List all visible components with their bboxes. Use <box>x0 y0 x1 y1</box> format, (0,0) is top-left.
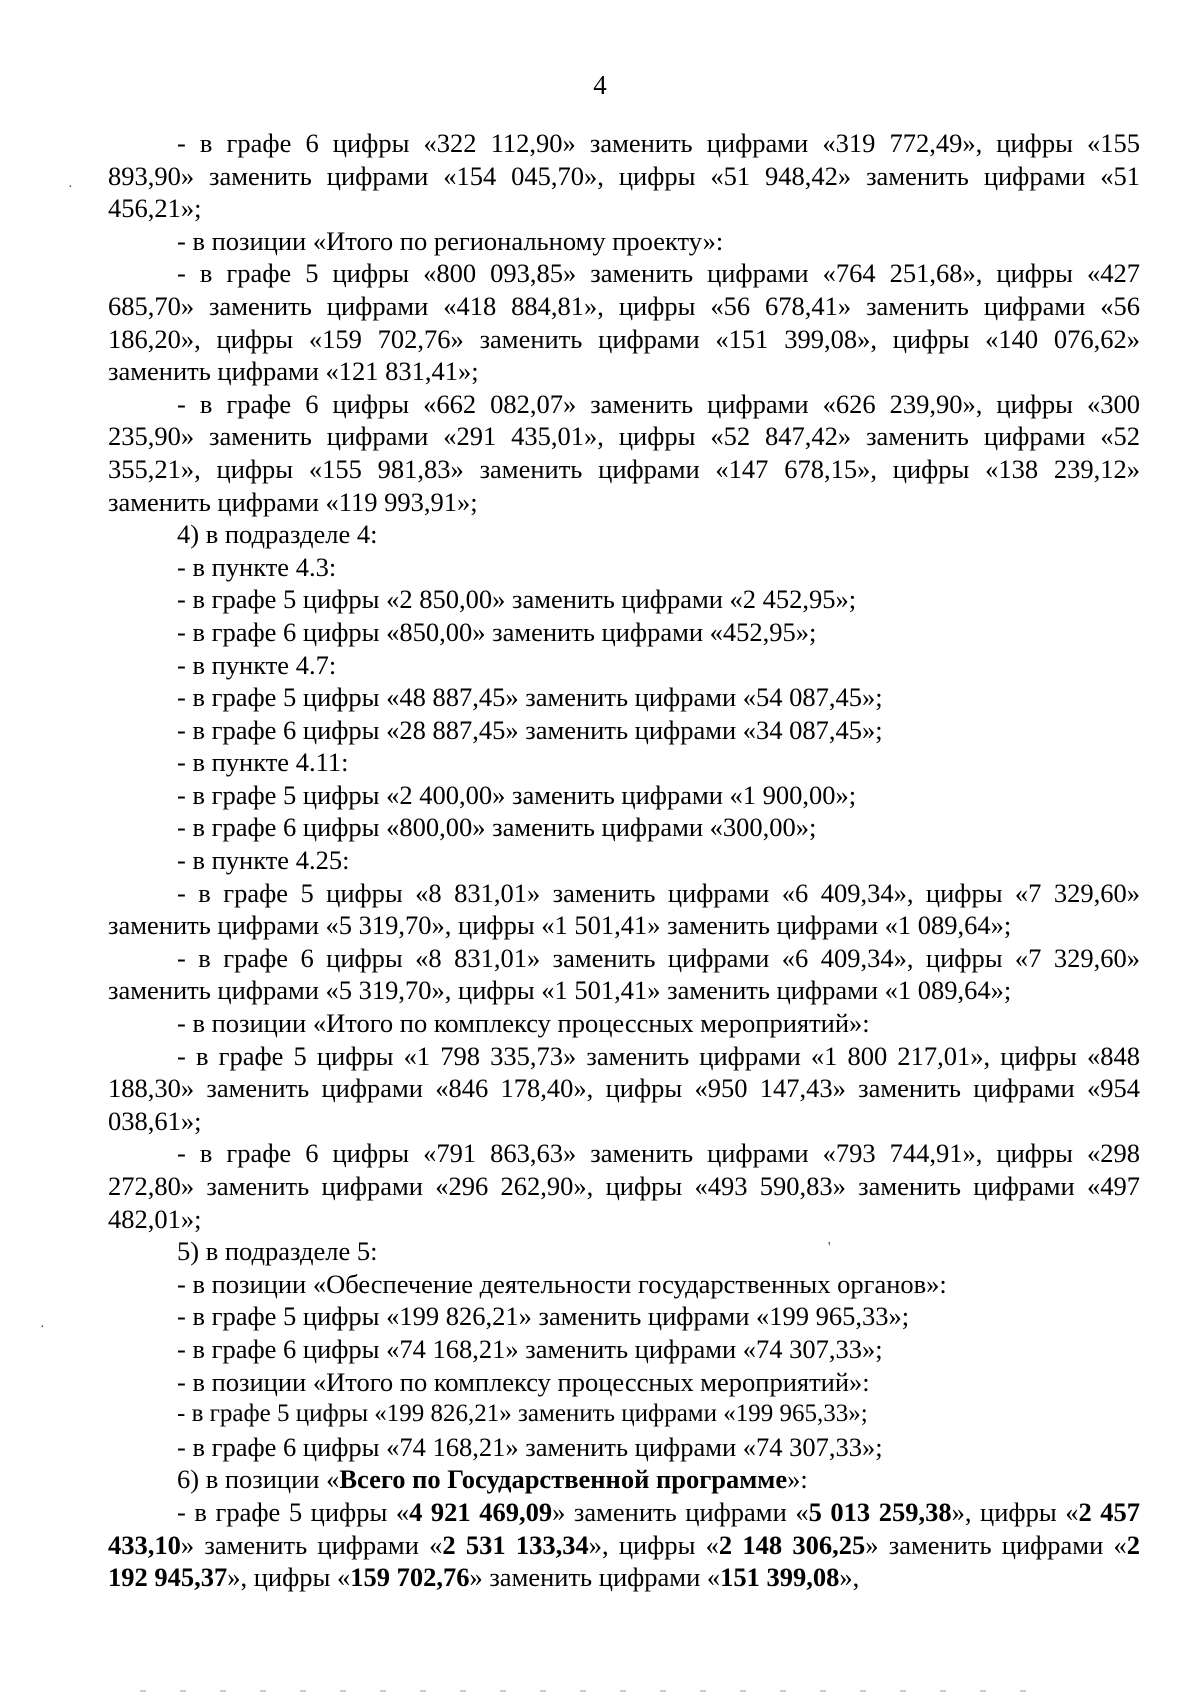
total-line-value: 151 399,08 <box>720 1562 840 1593</box>
total-line-value: 2 192 945,37 <box>108 1529 1140 1593</box>
document-body <box>108 127 1140 1594</box>
paragraph: - в графе 5 цифры «800 093,85» заменить цифрами «764 251,68», цифры «427 685,70» заменить цифрами «418 884,81», цифры «56 678,41» заменить цифрами «56 186,20», цифры «159 702,76» заменить цифрами «151 399,08», цифры «140 076,62» заменить цифрами «121 831,41»; <box>108 258 1140 387</box>
total-line-value: 2 531 133,34 <box>442 1529 589 1560</box>
total-line-text: », цифры « <box>227 1562 351 1593</box>
paragraph: - в графе 5 цифры «1 798 335,73» заменить цифрами «1 800 217,01», цифры «848 188,30» заменить цифрами «846 178,40», цифры «950 147,43» заменить цифрами «954 038,61»; <box>108 1040 1140 1136</box>
total-line-text: » заменить цифрами « <box>469 1562 721 1593</box>
paragraph: - в графе 5 цифры «48 887,45» заменить цифрами «54 087,45»; <box>177 682 883 713</box>
scan-artifact-line <box>140 1690 1040 1692</box>
paragraph: 4) в подразделе 4: <box>177 519 378 550</box>
total-line-value: 2 457 433,10 <box>108 1496 1141 1560</box>
paragraph: 5) в подразделе 5: <box>177 1236 378 1267</box>
paragraph: - в графе 6 цифры «800,00» заменить цифрами «300,00»; <box>177 812 817 843</box>
paragraph: - в пункте 4.7: <box>177 649 337 680</box>
paragraph: - в пункте 4.25: <box>177 845 350 876</box>
paragraph: - в позиции «Итого по комплексу процессных мероприятий»: <box>177 1366 870 1397</box>
paragraph: - в графе 6 цифры «322 112,90» заменить цифрами «319 772,49», цифры «155 893,90» заменить цифрами «154 045,70», цифры «51 948,42» заменить цифрами «51 456,21»; <box>108 128 1140 224</box>
scan-speck: ' <box>828 1240 831 1255</box>
total-line <box>108 1496 1140 1594</box>
paragraph: - в пункте 4.3: <box>177 551 337 582</box>
total-heading <box>108 1463 1140 1496</box>
paragraph: - в графе 5 цифры «2 850,00» заменить цифрами «2 452,95»; <box>177 584 857 615</box>
total-line-text: », цифры « <box>588 1529 719 1560</box>
total-line-text: », <box>839 1562 860 1593</box>
total-line-text: » заменить цифрами « <box>180 1529 443 1560</box>
total-line-value: 159 702,76 <box>350 1562 470 1593</box>
paragraph: - в графе 6 цифры «850,00» заменить цифрами «452,95»; <box>177 616 817 647</box>
total-line-text: » заменить цифрами « <box>865 1529 1127 1560</box>
total-heading-bold: Всего по Государственной программе <box>339 1464 788 1495</box>
paragraph: - в графе 6 цифры «74 168,21» заменить цифрами «74 307,33»; <box>177 1333 883 1364</box>
total-line-value: 2 148 306,25 <box>718 1529 866 1560</box>
paragraph: - в графе 6 цифры «8 831,01» заменить цифрами «6 409,34», цифры «7 329,60» заменить цифрами «5 319,70», цифры «1 501,41» заменить цифрами «1 089,64»; <box>108 942 1140 1006</box>
paragraph: - в графе 5 цифры «2 400,00» заменить цифрами «1 900,00»; <box>177 779 857 810</box>
paragraph: - в графе 6 цифры «28 887,45» заменить цифрами «34 087,45»; <box>177 714 883 745</box>
total-heading-prefix: 6) в позиции « <box>177 1464 340 1495</box>
paragraph: - в графе 5 цифры «199 826,21» заменить цифрами «199 965,33»; <box>177 1400 868 1428</box>
paragraph: - в графе 5 цифры «199 826,21» заменить цифрами «199 965,33»; <box>177 1301 910 1332</box>
total-line-text: » заменить цифрами « <box>552 1496 809 1527</box>
paragraph: - в позиции «Обеспечение деятельности государственных органов»: <box>177 1268 947 1299</box>
total-heading-suffix: »: <box>787 1464 808 1495</box>
paragraph: - в позиции «Итого по комплексу процессных мероприятий»: <box>177 1008 870 1039</box>
total-line-value: 4 921 469,09 <box>409 1496 553 1527</box>
total-line-text: », цифры « <box>951 1496 1079 1527</box>
total-line-text: - в графе 5 цифры « <box>177 1496 410 1527</box>
scan-speck: · <box>68 180 73 195</box>
paragraph: - в графе 6 цифры «74 168,21» заменить цифрами «74 307,33»; <box>177 1431 883 1462</box>
paragraph: - в графе 6 цифры «791 863,63» заменить цифрами «793 744,91», цифры «298 272,80» заменить цифрами «296 262,90», цифры «493 590,83» заменить цифрами «497 482,01»; <box>108 1138 1140 1234</box>
total-line-value: 5 013 259,38 <box>808 1496 952 1527</box>
paragraph: - в графе 5 цифры «8 831,01» заменить цифрами «6 409,34», цифры «7 329,60» заменить цифрами «5 319,70», цифры «1 501,41» заменить цифрами «1 089,64»; <box>108 877 1140 941</box>
paragraph: - в графе 6 цифры «662 082,07» заменить цифрами «626 239,90», цифры «300 235,90» заменить цифрами «291 435,01», цифры «52 847,42» заменить цифрами «52 355,21», цифры «155 981,83» заменить цифрами «147 678,15», цифры «138 239,12» заменить цифрами «119 993,91»; <box>108 388 1140 517</box>
paragraph: - в позиции «Итого по региональному проекту»: <box>177 225 724 256</box>
page-number: 4 <box>593 70 607 100</box>
scan-speck: · <box>40 1320 45 1335</box>
paragraph: - в пункте 4.11: <box>177 747 349 778</box>
